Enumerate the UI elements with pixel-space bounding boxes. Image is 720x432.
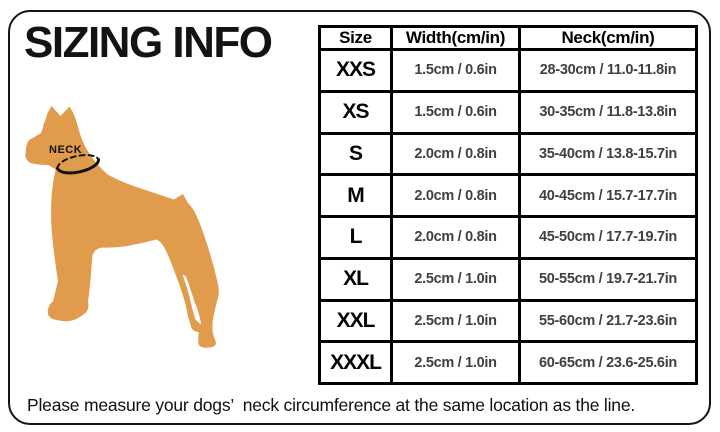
- neck-label: NECK: [49, 144, 83, 156]
- table-row: [320, 300, 697, 342]
- column-header-size: Size: [320, 27, 392, 50]
- page-title: SIZING INFO: [24, 18, 272, 67]
- size-cell: XL: [320, 258, 392, 300]
- neck-cell: 40-45cm / 15.7-17.7in: [520, 175, 697, 217]
- dog-neck-diagram: [20, 95, 235, 365]
- size-cell: L: [320, 217, 392, 259]
- table-row: [320, 175, 697, 217]
- size-cell: XXL: [320, 300, 392, 342]
- size-cell: M: [320, 175, 392, 217]
- dog-silhouette: [25, 106, 218, 348]
- column-header-width: Width(cm/in): [392, 27, 520, 50]
- neck-cell: 55-60cm / 21.7-23.6in: [520, 300, 697, 342]
- width-cell: 2.0cm / 0.8in: [392, 133, 520, 175]
- column-header-neck: Neck(cm/in): [520, 27, 697, 50]
- neck-cell: 50-55cm / 19.7-21.7in: [520, 258, 697, 300]
- neck-cell: 30-35cm / 11.8-13.8in: [520, 91, 697, 133]
- header-row: [320, 27, 697, 50]
- width-cell: 2.0cm / 0.8in: [392, 175, 520, 217]
- table-row: [320, 258, 697, 300]
- width-cell: 1.5cm / 0.6in: [392, 91, 520, 133]
- width-cell: 2.5cm / 1.0in: [392, 342, 520, 384]
- width-cell: 2.5cm / 1.0in: [392, 300, 520, 342]
- size-cell: XS: [320, 91, 392, 133]
- table-row: [320, 50, 697, 92]
- size-chart-table: [318, 25, 698, 385]
- size-cell: XXXL: [320, 342, 392, 384]
- width-cell: 2.5cm / 1.0in: [392, 258, 520, 300]
- table-row: [320, 342, 697, 384]
- neck-cell: 60-65cm / 23.6-25.6in: [520, 342, 697, 384]
- table-row: [320, 133, 697, 175]
- size-cell: XXS: [320, 50, 392, 92]
- neck-cell: 35-40cm / 13.8-15.7in: [520, 133, 697, 175]
- width-cell: 1.5cm / 0.6in: [392, 50, 520, 92]
- size-cell: S: [320, 133, 392, 175]
- measure-instruction: Please measure your dogs’ neck circumference at the same location as the line.: [27, 395, 636, 415]
- width-cell: 2.0cm / 0.8in: [392, 217, 520, 259]
- neck-cell: 45-50cm / 17.7-19.7in: [520, 217, 697, 259]
- table-row: [320, 217, 697, 259]
- neck-cell: 28-30cm / 11.0-11.8in: [520, 50, 697, 92]
- table-row: [320, 91, 697, 133]
